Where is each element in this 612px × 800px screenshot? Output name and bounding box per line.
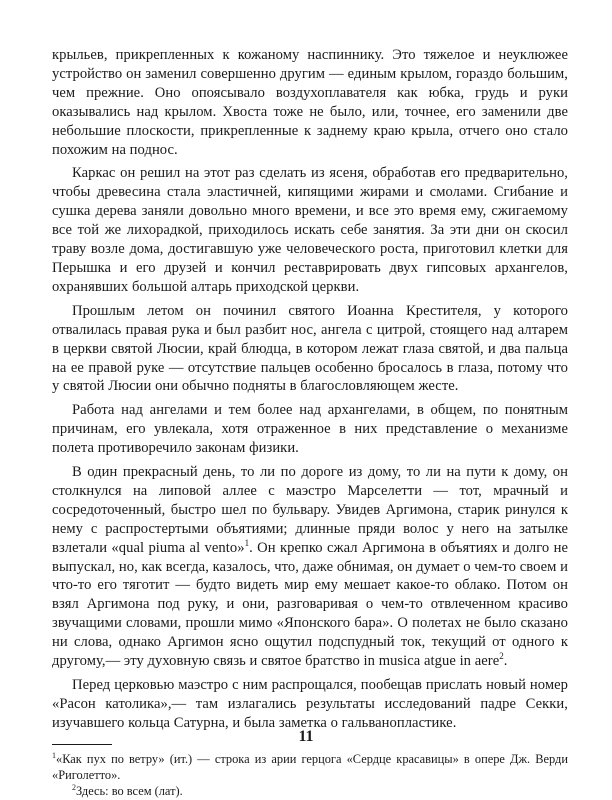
page-body xyxy=(52,46,568,799)
paragraph-5-part-2: . Он крепко сжал Аргимона в объятиях и долго не выпускал, но, как всегда, казалось, что, даже обнимая, он думает о чем-то своем и что-то его тяготит — будто видеть мир ему мешает какое-то облако. Потом он взял Аргимона под руку, и они, разговаривая о чем-то отвлеченном красиво звучащими словами, прошли мимо «Японского бара». О полетах не было сказано ни слова, однако Аргимон ясно ощутил подспудный ток, текущий от одного к другому,— эту духовную связь и святое братство in musica atgue in aere xyxy=(52,539,568,670)
footnote-1-number: 1 xyxy=(52,750,56,760)
footnote-2 xyxy=(52,783,568,799)
footnote-2-text: Здесь: во всем (лат). xyxy=(76,783,183,798)
footnote-1-text: «Как пух по ветру» (ит.) — строка из арии герцога «Сердце красавицы» в опере Дж. Верди «Риголетто». xyxy=(52,751,568,782)
paragraph-4: Работа над ангелами и тем более над архангелами, в общем, по понятным причинам, его увлекала, хотя отраженное в них представление о механизме полета противоречило законам физики. xyxy=(52,402,568,457)
footnote-ref-2: 2 xyxy=(499,651,504,662)
footnote-2-number: 2 xyxy=(72,782,76,792)
paragraph-1: крыльев, прикрепленных к кожаному наспиннику. Это тяжелое и неуклюжее устройство он заменил совершенно другим — единым крылом, гораздо большим, чем прежние. Оно опоясывало воздухоплавателя как юбка, грудь и руки оказывались над крылом. Хвоста тоже не было, или, точнее, его заменили две небольшие плоскости, прикрепленные к заднему краю крыла, отчего оно стало похожим на поднос. xyxy=(52,47,568,158)
paragraph-5 xyxy=(52,463,568,671)
paragraph-3: Прошлым летом он починил святого Иоанна Крестителя, у которого отвалилась правая рука и был разбит нос, ангела с цитрой, стоящего над алтарем в церкви святой Люсии, край блюдца, в котором лежат глаза святой, и два пальца на ее правой руке — отсутствие пальцев особенно бросалось в глаза, потому что у святой Люсии они обычно подняты в благословляющем жесте. xyxy=(52,302,568,395)
paragraph-5-part-3: . xyxy=(503,653,508,670)
paragraph-6: Перед церковью маэстро с ним распрощался, пообещав прислать новый номер «Расон католика»,— там излагались результаты исследований падре Секки, изучавшего кольца Сатурна, и была заметка о гальванопластике. xyxy=(52,677,568,731)
page-number: 11 xyxy=(298,728,314,745)
footnote-ref-1: 1 xyxy=(244,537,250,548)
paragraph-5-part-1: В один прекрасный день, то ли по дороге из дому, то ли на пути к дому, он столкнулся на липовой аллее с маэстро Марселетти — тот, мрачный и сосредоточенный, быстро шел по бульвару. Увидев Аргимона, старик ринулся к нему с распростертыми объятиями; длинные пряди волос у него на затылке взлетали «qual piuma al vento» xyxy=(52,464,568,556)
footnote-1 xyxy=(52,751,568,783)
paragraph-2: Каркас он решил на этот раз сделать из ясеня, обработав его предварительно, чтобы древесина стала эластичней, кипящими жирами и смолами. Сгибание и сушка дерева заняли довольно много времени, и все это время ему, сжигаемому все той же лихорадкой, приходилось искать себе занятия. За эти дни он скосил траву возле дома, достигавшую уже человеческого роста, приготовил клетки для Перышка и его друзей и кончил реставрировать двух гипсовых архангелов, охранявших большой алтарь приходской церкви. xyxy=(52,165,568,295)
